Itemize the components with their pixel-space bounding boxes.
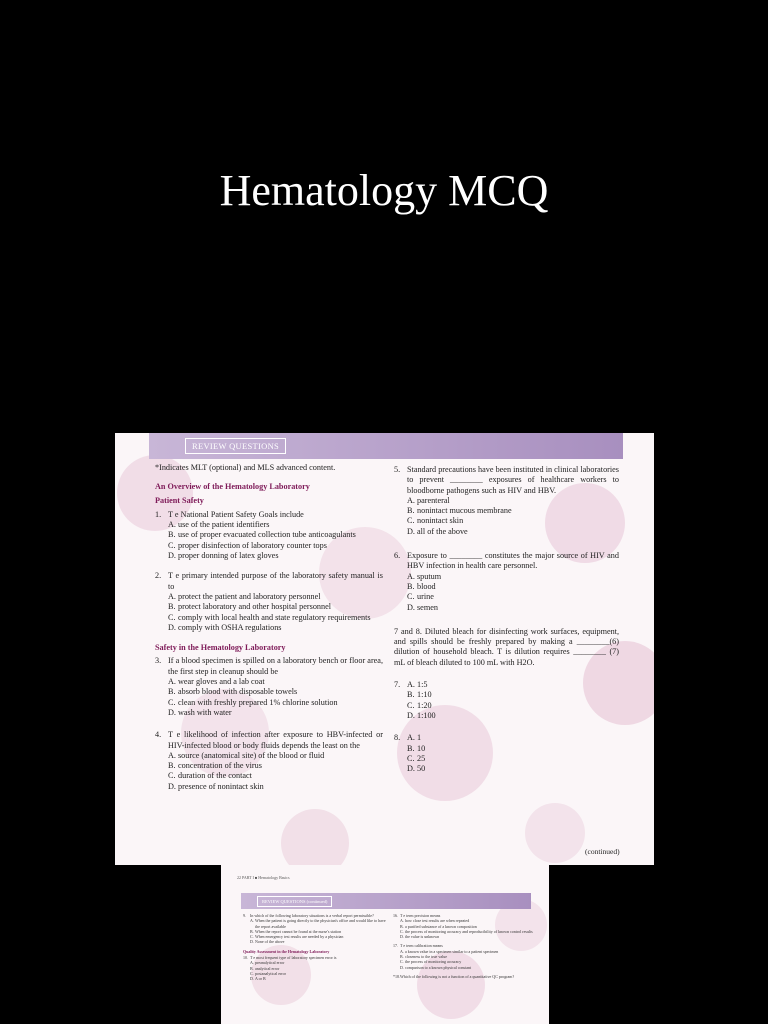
- question-stem: T e primary intended purpose of the laboratory safety manual is to: [168, 571, 383, 591]
- answer-option: C. comply with local health and state regulatory requirements: [168, 612, 371, 622]
- review-questions-page-continued: [221, 865, 549, 1024]
- q7-options: [394, 680, 619, 721]
- q1-options: [155, 520, 383, 561]
- q5-options: [394, 496, 619, 537]
- answer-option: B. use of proper evacuated collection tube anticoagulants: [168, 530, 356, 540]
- answer-option: B. protect laboratory and other hospital personnel: [168, 602, 332, 612]
- q2-options: [155, 592, 383, 633]
- question-2: 2. T e primary intended purpose of the laboratory safety manual is to: [155, 571, 383, 591]
- question-stem: T e likelihood of infection after exposure to HBV-infected or HIV-infected blood or body fluids depends the least on the: [168, 730, 383, 750]
- question-3: 3. If a blood specimen is spilled on a laboratory bench or floor area, the first step in cleanup should be: [155, 656, 383, 676]
- answer-option: B. absorb blood with disposable towels: [168, 687, 298, 697]
- q3-options: [155, 677, 383, 718]
- question-5: 5. Standard precautions have been instituted in clinical laboratories to prevent ________ exposures of healthcare workers to bloodborne pathogens such as HIV and HBV.: [394, 465, 619, 495]
- answer-option: C. the process of monitoring accuracy and reproducibility of known control results: [400, 928, 533, 934]
- question-stem: If a blood specimen is spilled on a laboratory bench or floor area, the first step in cleanup should be: [168, 656, 383, 676]
- answer-option: D. 50: [407, 764, 426, 774]
- review-questions-label: REVIEW QUESTIONS (continued): [257, 896, 332, 907]
- question-17: 17. T e term calibration means: [393, 943, 533, 948]
- question-16: 16. T e term precision means: [393, 913, 533, 918]
- answer-option: D. presence of nonintact skin: [168, 781, 264, 791]
- question-stem: Exposure to ________ constitutes the major source of HIV and HBV infection in health care personnel.: [407, 551, 619, 571]
- section-band: [149, 433, 623, 459]
- answer-option: C. When emergency test results are needed by a physician: [250, 934, 344, 940]
- answer-option: A. how close test results are when repeated: [400, 918, 470, 924]
- q6-options: [394, 572, 619, 613]
- q16-options: [393, 918, 533, 939]
- q9-options: [243, 918, 389, 944]
- answer-option: C. nonintact skin: [407, 516, 464, 526]
- question-18: *18. Which of the following is not a function of a quantitative QC program?: [393, 974, 533, 979]
- question-stem: In which of the following laboratory situations is a verbal report permissible?: [250, 913, 374, 918]
- question-9: 9. In which of the following laboratory situations is a verbal report permissible?: [243, 913, 389, 918]
- section-heading: An Overview of the Hematology Laboratory: [155, 482, 310, 492]
- answer-option: A. source (anatomical site) of the blood or fluid: [168, 750, 325, 760]
- q7-8-stem: 7 and 8. Diluted bleach for disinfecting work surfaces, equipment, and spills should be freshly prepared by making a ________(6) dilution of household bleach. T is dilution requires ________ (7) mL of bleach diluted to 100 mL with H2O.: [394, 626, 619, 667]
- review-questions-page: [115, 433, 654, 865]
- q8-options: [394, 733, 619, 774]
- subsection-heading: Patient Safety: [155, 495, 204, 505]
- answer-option: A. When the patient is going directly to the physician's office and would like to have the report available: [250, 918, 386, 929]
- page-header: 22 PART I ■ Hematology Basics: [237, 875, 290, 880]
- answer-option: A. use of the patient identifiers: [168, 520, 270, 530]
- answer-option: B. concentration of the virus: [168, 761, 262, 771]
- answer-option: B. closeness to the true value: [400, 954, 447, 960]
- question-1: 1. T e National Patient Safety Goals include: [155, 510, 383, 520]
- answer-option: A. sputum: [407, 571, 442, 581]
- answer-option: B. When the report cannot be found at the nurse's station: [250, 928, 342, 934]
- answer-option: B. analytical error: [250, 965, 280, 971]
- answer-option: B. 1:10: [407, 690, 432, 700]
- right-column: 5. Standard precautions have been instituted in clinical laboratories to prevent ________ exposures of healthcare workers to bloodborne pathogens such as HIV and HBV. A. parenteral B. nonintact mucous membrane C. nonintact skin D. all of the above 6. Exposure to ________ constitutes the major source of HIV and HBV infection in health care personnel. A. sputum B. blood C. urine D. semen 7 and 8. Diluted bleach for disinfecting work surfaces, equipment, and spills should be freshly prepared by making a ________(6) dilution of household bleach. T is dilution requires ________ (7) mL of bleach diluted to 100 mL with H2O. 7. A. 1:5 B. 1:10 C. 1:20 D. 1:100 8. A. 1 B. 10 C. 25 D. 50: [394, 465, 619, 774]
- answer-option: A. parenteral: [407, 495, 450, 505]
- answer-option: B. nonintact mucous membrane: [407, 506, 512, 516]
- question-stem: T e term precision means: [400, 913, 441, 918]
- answer-option: A. protect the patient and laboratory personnel: [168, 591, 321, 601]
- answer-option: C. clean with freshly prepared 1% chlorine solution: [168, 697, 338, 707]
- answer-option: B. blood: [407, 581, 436, 591]
- answer-option: A. preanalytical error: [250, 960, 285, 966]
- section-band: [241, 893, 531, 909]
- answer-option: C. urine: [407, 592, 434, 602]
- answer-option: D. 1:100: [407, 710, 436, 720]
- answer-option: D. comparison to a known physical constant: [400, 964, 472, 970]
- answer-option: A. a known value in a specimen similar to a patient specimen: [400, 948, 499, 954]
- left-column: [243, 913, 389, 982]
- answer-option: C. postanalytical error: [250, 970, 286, 976]
- slide-title: Hematology MCQ: [219, 166, 549, 215]
- question-stem: T e most frequent type of laboratory specimen error is: [250, 955, 337, 961]
- question-6: 6. Exposure to ________ constitutes the major source of HIV and HBV infection in health care personnel.: [394, 551, 619, 571]
- q17-options: [393, 949, 533, 970]
- question-4: 4. T e likelihood of infection after exposure to HBV-infected or HIV-infected blood or body fluids depends the least on the: [155, 730, 383, 750]
- answer-option: C. duration of the contact: [168, 771, 252, 781]
- question-stem: Which of the following is not a function of a quantitative QC program?: [400, 973, 515, 979]
- answer-option: C. proper disinfection of laboratory counter tops: [168, 540, 327, 550]
- answer-option: C. the process of monitoring accuracy: [400, 959, 462, 965]
- q4-options: [155, 751, 383, 792]
- answer-option: B. 10: [407, 743, 426, 753]
- question-10: 10. T e most frequent type of laboratory specimen error is: [243, 955, 389, 960]
- review-questions-label: REVIEW QUESTIONS: [185, 438, 286, 454]
- right-column: [393, 913, 533, 979]
- answer-option: D. wash with water: [168, 707, 232, 717]
- answer-option: A. 1: [407, 733, 422, 743]
- answer-option: C. 25: [407, 753, 426, 763]
- answer-option: B. a purified substance of a known composition: [400, 923, 477, 929]
- answer-option: D. comply with OSHA regulations: [168, 622, 282, 632]
- answer-option: D. proper donning of latex gloves: [168, 551, 279, 561]
- left-column: [155, 463, 383, 792]
- q10-options: [243, 960, 389, 981]
- advanced-content-note: *Indicates MLT (optional) and MLS advanced content.: [155, 463, 336, 472]
- answer-option: D. semen: [407, 602, 438, 612]
- answer-option: A. wear gloves and a lab coat: [168, 677, 265, 687]
- answer-option: C. 1:20: [407, 700, 432, 710]
- continued-label: (continued): [585, 847, 620, 856]
- answer-option: D. the value is unknown: [400, 934, 440, 940]
- answer-option: D. all of the above: [407, 526, 468, 536]
- question-stem: Standard precautions have been instituted in clinical laboratories to prevent ________ exposures of healthcare workers to bloodborne pathogens such as HIV and HBV.: [407, 465, 619, 495]
- answer-option: D. A or B: [250, 976, 266, 982]
- section-heading: Quality Assessment in the Hematology Laboratory: [243, 948, 330, 954]
- question-stem: T e National Patient Safety Goals include: [168, 509, 304, 519]
- answer-option: A. 1:5: [407, 680, 428, 690]
- answer-option: D. None of the above: [250, 939, 285, 945]
- subsection-heading: Safety in the Hematology Laboratory: [155, 643, 286, 653]
- question-stem: T e term calibration means: [400, 943, 443, 949]
